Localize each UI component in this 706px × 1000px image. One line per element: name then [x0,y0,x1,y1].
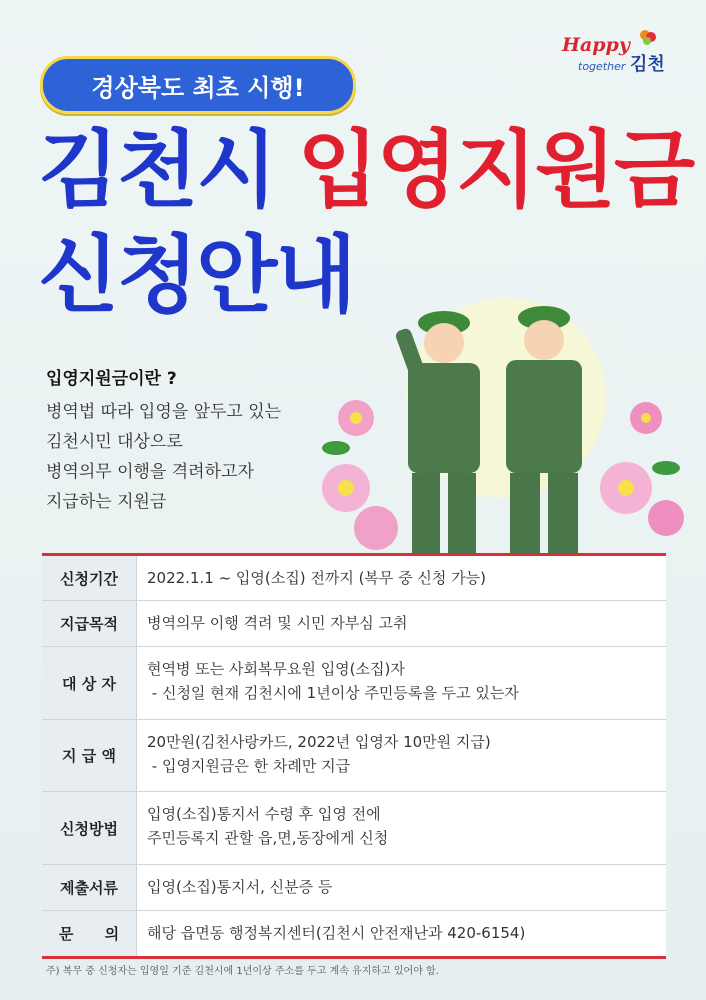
row-header: 신청방법 [42,792,137,864]
table-row [42,865,666,911]
row-content [137,792,398,864]
intro-line: 병역의무 이행을 격려하고자 [46,462,254,482]
soldiers-illustration [316,288,696,558]
title-subsidy: 입영지원금 [297,121,694,219]
city-logo [560,26,670,82]
row-line: - 입영지원금은 한 차례만 지급 [147,757,351,775]
logo-happy-text: Happy [562,34,630,56]
intro-question: 입영지원금이란 ? [46,369,177,389]
row-content [137,601,417,646]
row-content [137,911,535,956]
title-city: 김천시 [38,121,276,219]
intro-line: 지급하는 지원금 [46,492,167,512]
row-line: - 신청일 현재 김천시에 1년이상 주민등록을 두고 있는자 [147,684,519,702]
table-row [42,911,666,956]
table-row [42,792,666,865]
row-line: 입영(소집)통지서 수령 후 입영 전에 [147,805,381,823]
info-table [42,553,666,959]
row-content [137,720,501,791]
row-content [137,865,342,910]
row-header: 지급목적 [42,601,137,646]
row-header: 신청기간 [42,556,137,600]
first-in-province-badge: 경상북도 최초 시행! [40,56,356,114]
intro-line: 김천시민 대상으로 [46,432,183,452]
logo-together-text: together [578,60,626,73]
row-header: 문 의 [42,911,137,956]
table-row [42,601,666,647]
logo-city-text: 김천 [630,54,665,75]
flower-icon [638,28,658,48]
row-header: 대 상 자 [42,647,137,719]
main-title-line2: 신청안내 [38,226,355,324]
row-line: 주민등록지 관할 읍,면,동장에게 신청 [147,829,389,847]
row-line: 입영(소집)통지서, 신분증 등 [147,878,333,896]
row-header: 지 급 액 [42,720,137,791]
table-row [42,720,666,792]
footnote: 주) 복무 중 신청자는 입영일 기준 김천시에 1년이상 주소를 두고 계속 유지하고 있어야 함. [46,966,439,977]
row-line: 병역의무 이행 격려 및 시민 자부심 고취 [147,614,408,632]
row-content [137,647,529,719]
row-line: 현역병 또는 사회복무요원 입영(소집)자 [147,660,405,678]
row-line: 20만원(김천사랑카드, 2022년 입영자 10만원 지급) [147,733,491,751]
row-line: 2022.1.1 ~ 입영(소집) 전까지 (복무 중 신청 가능) [147,569,487,587]
main-title-line1 [38,120,693,220]
row-line: 해당 읍면동 행정복지센터(김천시 안전재난과 420-6154) [147,924,526,942]
table-row [42,647,666,720]
row-header: 제출서류 [42,865,137,910]
table-row [42,556,666,601]
intro-section [46,364,281,517]
row-content [137,556,496,600]
intro-line: 병역법 따라 입영을 앞두고 있는 [46,402,282,422]
